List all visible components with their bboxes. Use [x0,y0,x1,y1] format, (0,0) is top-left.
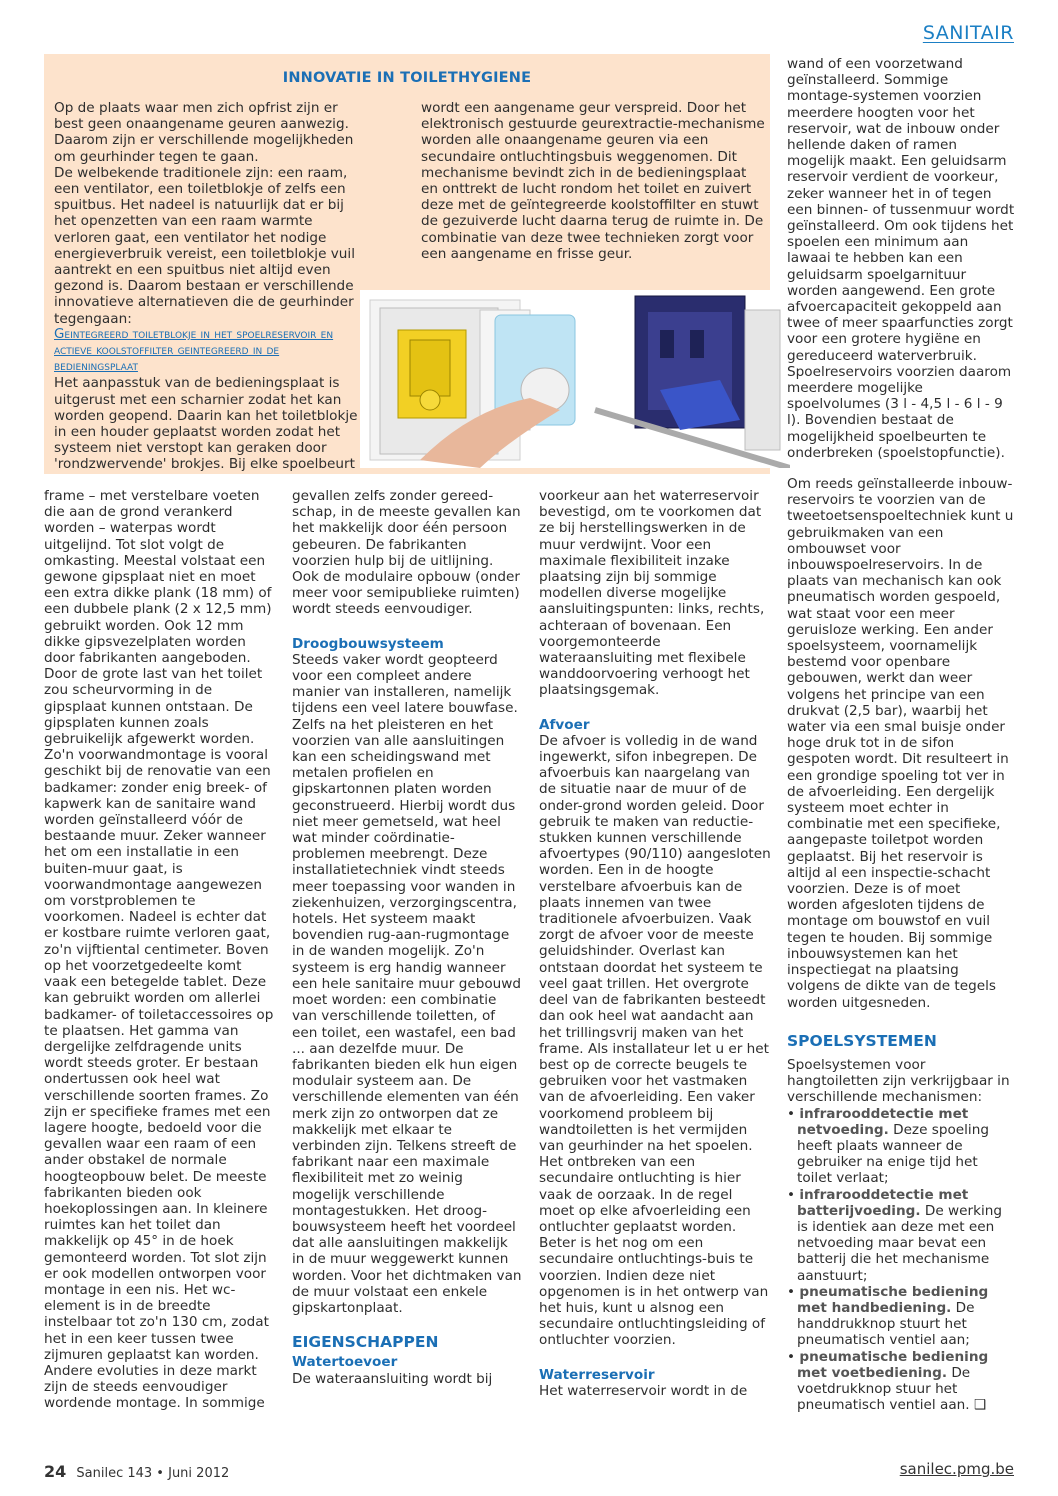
product-photo [360,290,790,468]
waterreservoir-paragraph: Het waterreservoir wordt in de [539,1382,748,1399]
column-3 [539,488,771,1399]
watertoevoer-heading: Watertoevoer [292,1354,398,1371]
afvoer-heading: Afvoer [539,716,590,733]
column-1 [44,488,276,1412]
box-title: INNOVATIE IN TOILETHYGIENE [282,70,532,86]
column-2 [292,488,522,1387]
box-paragraph: Op de plaats waar men zich opfrist zijn er best geen onaangename geuren aanwezig. Daarom zijn er verschillende mogelijkheden om geurhinder tegen te gaan. [54,100,354,165]
afvoer-paragraph: De afvoer is volledig in de wand ingewerkt, sifon inbegrepen. De afvoerbuis kan naargelang van de situatie naar de muur of de onder-grond worden geleid. Door gebruik te maken van reductie-stukken kunnen verschillende afvoertypes (90/110) aangesloten worden. Een in de hoogte verstelbare afvoerbuis kan de plaats innemen van twee traditionele afvoerbuizen. Vaak zorgt de afvoer voor de meeste geluidshinder. Overlast kan ontstaan doordat het systeem te veel gaat trillen. Het overgrote deel van de fabrikanten besteedt dan ook heel wat aandacht aan het trillingsvrij maken van het frame. Als installateur let u er het best op de correcte beugels te gebruiken voor het vastmaken van de afvoerleiding. Een vaker voorkomend probleem bij wandtoiletten is het vermijden van geurhinder na het spoelen. Het ontbreken van een secundaire ontluchting is hier vaak de oorzaak. In de regel moet op elke afvoerleiding een ontluchter geplaatst worden. Beter is het nog om een secundaire ontluchtings-buis te voorzien. Indien deze niet opgenomen is in het ontwerp van het huis, kunt u alsnog een secundaire ontluchtingsleiding of ontluchter voorzien. [539,732,771,1349]
box-left-text [54,100,366,473]
spoelsystemen-heading: SPOELSYSTEMEN [787,1031,937,1050]
column-2-intro: gevallen zelfs zonder gereed-schap, in de meeste gevallen kan het makkelijk door één persoon gebeuren. De fabrikanten voorzien hulp bij de uitlijning. Ook de modulaire opbouw (onder meer voor semipublieke ruimten) wordt steeds eenvoudiger. [292,488,521,618]
bullet-text: De voetdrukknop stuur het pneumatisch ventiel aan. ❑ [797,1364,987,1414]
bullet-item: • infrarooddetectie met netvoeding. Deze spoeling heeft plaats wanneer de gebruiker na enige tijd het toilet verlaat; [787,1105,989,1187]
waterreservoir-heading: Waterreservoir [539,1366,655,1383]
bullet-bold: pneumatische bediening met voetbediening. [797,1348,989,1381]
bullet-text: De werking is identiek aan deze met een netvoeding maar bevat een batterij die het mechanisme aanstuurt; [797,1202,1002,1284]
bullet-bold: infrarooddetectie met batterijvoeding. [797,1186,969,1219]
right-column [787,476,1015,1413]
box-paragraph: Het aanpasstuk van de bedieningsplaat is uitgerust met een scharnier zodat het kan worden geopend. Daarin kan het toiletblokje in een houder geplaatst worden zodat het systeem niet verstopt kan geraken door 'rondzwervende' brokjes. Bij elke spoelbeurt [54,375,358,473]
page-number: 24 [44,1462,67,1481]
bullet-text: De handdrukknop stuurt het pneumatisch ventiel aan; [797,1299,975,1349]
eigenschappen-heading: EIGENSCHAPPEN [292,1333,439,1352]
watertoevoer-paragraph: De wateraansluiting wordt bij [292,1370,493,1387]
bullet-item: • infrarooddetectie met batterijvoeding. De werking is identiek aan deze met een netvoeding maar bevat een batterij die het mechanisme aanstuurt; [787,1186,1002,1284]
column-3-intro: voorkeur aan het waterreservoir bevestigd, om te voorkomen dat ze bij herstellingswerken in de muur verdwijnt. Voor een maximale flexibiliteit inzake plaatsing zijn bij sommige modellen diverse mogelijke aansluitingspunten: links, rechts, achteraan of bovenaan. Een voorgemonteerde wateraansluiting met flexibele wanddoorvoering verhoogt het plaatsingsgemak. [539,488,765,699]
right-column-paragraph: Om reeds geïnstalleerde inbouw-reservoirs te voorzien van de tweetoetsenspoeltechniek kunt u gebruikmaken van een ombouwset voor inbouwspoelreservoirs. In de plaats van mechanisch kan ook pneumatisch worden gespoeld, wat staat voor een meer geruisloze werking. Een ander spoelsysteem, voornamelijk bestemd voor openbare gebouwen, werkt dan weer volgens het principe van een drukvat (2,5 bar), waarbij het water via een smal buisje onder hoge druk tot in de sifon gespoten wordt. Dit resulteert in een grondige spoeling tot ver in de afvoerleiding. Een dergelijk systeem moet echter in combinatie met een specifieke, aangepaste toiletpot worden geplaatst. Bij het reservoir is altijd al een inspectie-schacht voorzien. Deze is of moet worden afgesloten tijdens de montage om bouwstof en vuil tegen te houden. Bij sommige inbouwsystemen kan het inspectiegat na plaatsing volgens de dikte van de tegels worden uitgesneden. [787,476,1014,1011]
bullet-bold: pneumatische bediening met handbediening. [797,1283,989,1316]
bullet-item: • pneumatische bediening met handbediening. De handdrukknop stuurt het pneumatisch ventiel aan; [787,1283,989,1349]
box-right-text [421,100,766,262]
droogbouw-heading: Droogbouwsysteem [292,635,444,652]
spoelsystemen-intro: Spoelsystemen voor hangtoiletten zijn verkrijgbaar in verschillende mechanismen: [787,1056,1010,1106]
box-subheading: Geintegreerd toiletblokje in het spoelreservoir en actieve koolstoffilter geintegreerd in de bedieningsplaat [54,326,334,375]
box-paragraph: De welbekende traditionele zijn: een raam, een ventilator, een toiletblokje of zelfs een spuitbus. Het nadeel is natuurlijk dat er bij het openzetten van een raam warmte verloren gaat, een ventilator het nodige energieverbruik vereist, een toiletblokje vuil aantrekt en een spuitbus niet altijd even gezond is. Daarom bestaan er verschillende innovatieve alternatieven die de geurhinder tegengaan: [54,164,355,327]
footer-left [44,1462,229,1481]
bullet-bold: infrarooddetectie met netvoeding. [797,1105,969,1138]
magazine-issue: Sanilec 143 • Juni 2012 [76,1466,230,1481]
right-column-top [787,56,1015,461]
bullet-text: Deze spoeling heeft plaats wanneer de gebruiker na enige tijd het toilet verlaat; [797,1121,989,1187]
column-1-paragraph: frame – met verstelbare voeten die aan de grond verankerd worden – waterpas wordt uitgelijnd. Tot slot volgt de omkasting. Meestal volstaat een gewone gipsplaat niet en moet een extra dikke plank (18 mm) of een dubbele plank (2 x 12,5 mm) gebruikt worden. Ook 12 mm dikke gipsvezelplaten worden door fabrikanten aangeboden. Door de grote last van het toilet zou scheurvorming in de gipsplaat kunnen ontstaan. De gipsplaten kunnen zoals gebruikelijk afgewerkt worden. Zo'n voorwandmontage is vooral geschikt bij de renovatie van een badkamer: zonder enig breek- of kapwerk kan de sanitaire wand worden geïnstalleerd vóór de bestaande muur. Zeker wanneer het om een installatie in een buiten-muur gaat, is voorwandmontage aangewezen om vorstproblemen te voorkomen. Nadeel is echter dat er kostbare ruimte verloren gaat, zo'n vijftiental centimeter. Boven op het voorzetgedeelte komt vaak een betegelde tablet. Deze kan gebruikt worden om allerlei badkamer- of toiletaccessoires op te plaatsen. Het gamma van dergelijke zelfdragende units wordt steeds groter. Er bestaan ondertussen ook heel wat verschillende soorten frames. Zo zijn er specifieke frames met een lagere hoogte, bedoeld voor die gevallen waar een raam of een ander obstakel de normale hoogteopbouw belet. De meeste fabrikanten bieden ook hoekoplossingen aan. In kleinere ruimtes kan het toilet dan makkelijk op 45° in de hoek gemonteerd worden. Tot slot zijn er ook modellen ontworpen voor montage in een nis. Het wc-element is in de breedte instelbaar tot zo'n 130 cm, zodat het in een keer tussen twee zijmuren geplaatst kan worden. Andere evoluties in deze markt zijn de steeds eenvoudiger wordende montage. In sommige [44,488,274,1412]
section-label: SANITAIR [922,22,1014,44]
footer-website-link[interactable]: sanilec.pmg.be [899,1460,1014,1478]
bullet-item: • pneumatische bediening met voetbediening. De voetdrukknop stuur het pneumatisch ventiel aan. ❑ [787,1348,989,1414]
box-paragraph: wordt een aangename geur verspreid. Door het elektronisch gestuurde geurextractie-mechanisme worden alle onaangename geuren via een secundaire ontluchtingsbuis weggenomen. Dit mechanisme bevindt zich in de bedieningsplaat en onttrekt de lucht rondom het toilet en zuivert deze met de geïntegreerde koolstoffilter en stuwt de gezuiverde lucht daarna terug de ruimte in. De combinatie van deze twee technieken zorgt voor een aangename en frisse geur. [421,100,765,262]
inbuilt-cistern-image [595,294,790,468]
right-column-paragraph: wand of een voorzetwand geïnstalleerd. Sommige montage-systemen voorzien meerdere hoogten voor het reservoir, wat de inbouw onder hellende daken of ramen mogelijk maakt. Een geluidsarm reservoir verdient de voorkeur, zeker wanneer het in of tegen een binnen- of tussenmuur wordt geïnstalleerd. Om ook tijdens het spoelen een minimum aan lawaai te hebben kan een geluidsarm spoelgarnituur worden aangewend. Een grote afvoercapaciteit gekoppeld aan twee of meer spaarfuncties zorgt voor een grotere hygiëne en gereduceerd waterverbruik. Spoelreservoirs voorzien daarom meerdere mogelijke spoelvolumes (3 l - 4,5 l - 6 l - 9 l). Bovendien bestaat de mogelijkheid spoelbeurten te onderbreken (spoelstopfunctie). [787,56,1015,461]
droogbouw-paragraph: Steeds vaker wordt geopteerd voor een compleet andere manier van installeren, namelijk tijdens een veel latere bouwfase. Zelfs na het pleisteren en het voorzien van alle aansluitingen kan een scheidingswand met metalen profielen en gipskartonnen platen worden geconstrueerd. Hierbij wordt dus niet meer gemetseld, wat heel wat minder coördinatie-problemen meebrengt. Deze installatietechniek vindt steeds meer toepassing voor wanden in ziekenhuizen, verzorgingscentra, hotels. Het systeem maakt bovendien rug-aan-rugmontage in de wanden mogelijk. Zo'n systeem is erg handig wanneer een hele sanitaire muur gebouwd moet worden: een combinatie van verschillende toiletten, of een toilet, een wastafel, een bad ... aan dezelfde muur. De fabrikanten bieden elk hun eigen modulair systeem aan. De verschillende elementen van één merk zijn zo ontworpen dat ze makkelijk met elkaar te verbinden zijn. Telkens streeft de fabrikant naar een maximale flexibiliteit met zo weinig mogelijk verschillende montagestukken. Het droog-bouwsysteem heeft het voordeel dat alle aansluitingen makkelijk in de muur weggewerkt kunnen worden. Voor het dichtmaken van de muur volstaat een enkele gipskartonplaat. [292,651,522,1316]
